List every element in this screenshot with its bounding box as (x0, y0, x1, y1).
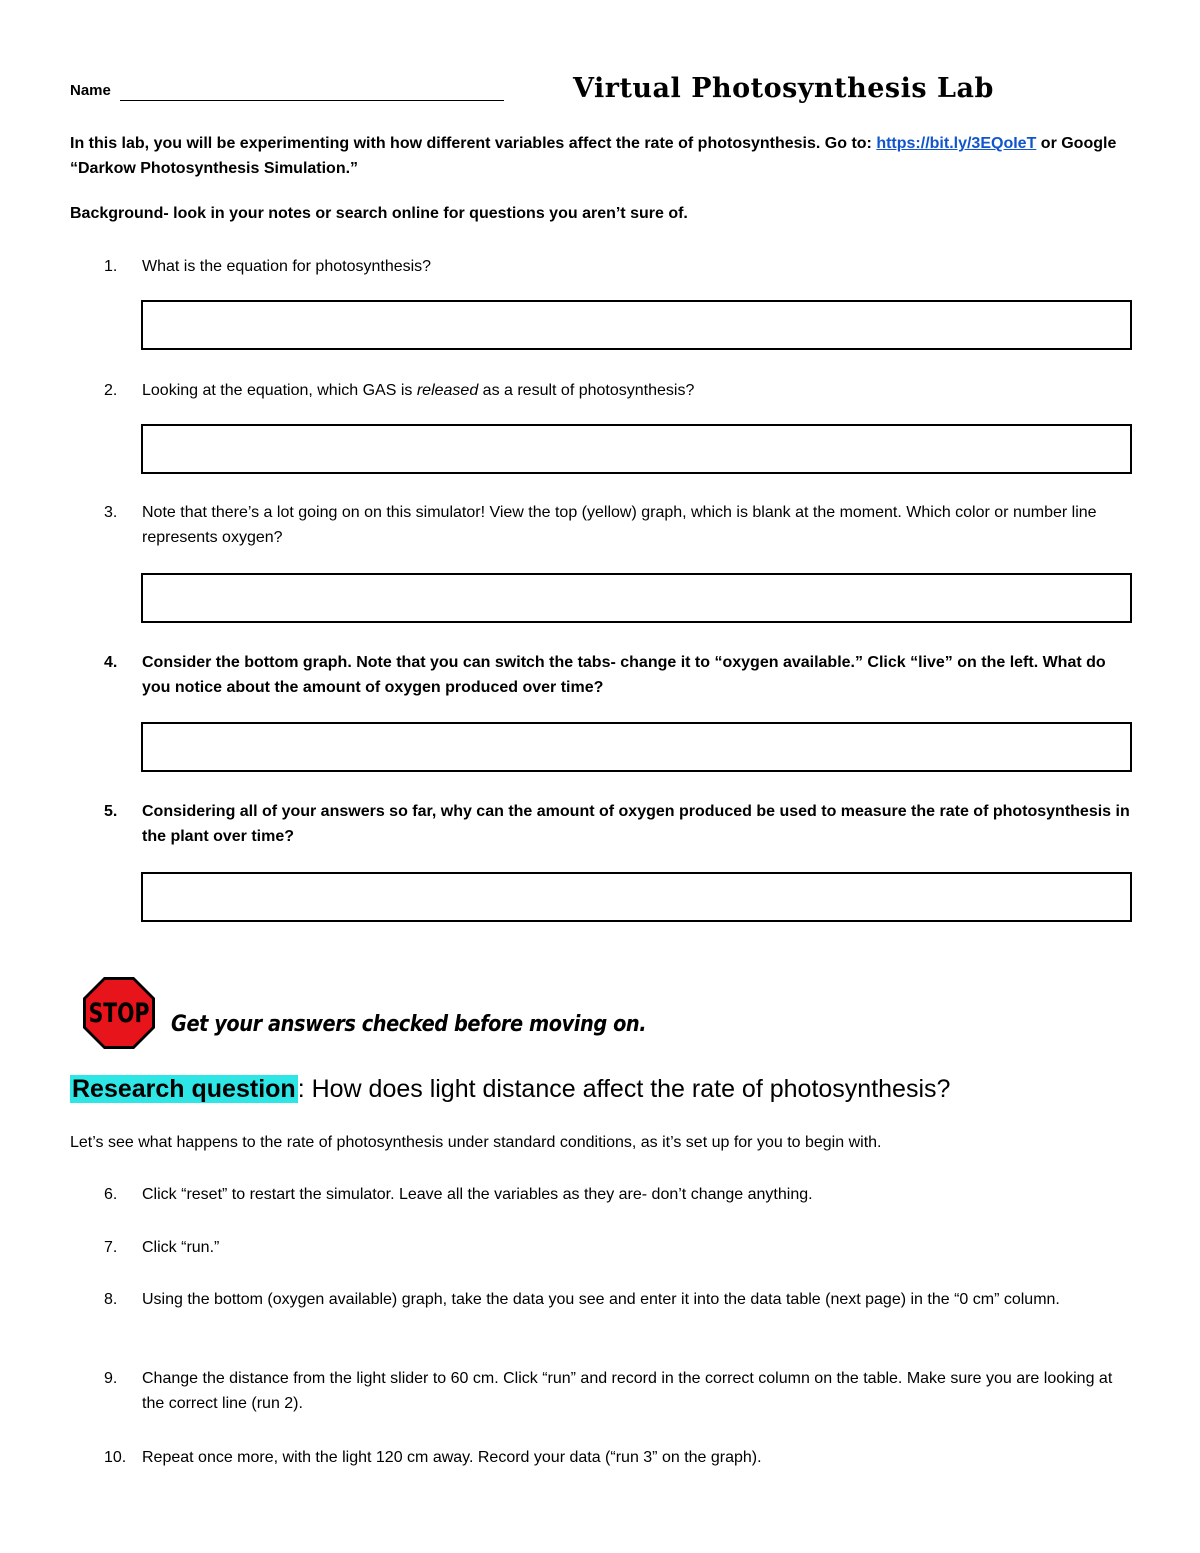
research-question-text: How does light distance affect the rate of photosynthesis? (304, 1075, 951, 1103)
question-text-part: as a result of photosynthesis? (478, 382, 695, 399)
question-text: Consider the bottom graph. Note that you can switch the tabs- change it to “oxygen available.” Click “live” on the left. What do you notice about the amount of oxygen produced over time? (142, 654, 1106, 696)
question-number: 2. (104, 382, 118, 399)
research-colon: : (297, 1075, 305, 1103)
question-number: 3. (104, 504, 118, 521)
background-heading: Background- look in your notes or search online for questions you aren’t sure of. (70, 205, 688, 222)
stop-sign-label: STOP (88, 997, 150, 1029)
step-text: Using the bottom (oxygen available) graph, take the data you see and enter it into the data table (next page) in the “0 cm” column. (142, 1291, 1060, 1308)
step-10 (104, 1445, 1134, 1470)
answer-box-5[interactable] (141, 872, 1132, 922)
simulation-link[interactable]: https://bit.ly/3EQoIeT (876, 135, 1037, 152)
question-5 (104, 799, 1134, 849)
step-number: 8. (104, 1291, 118, 1308)
research-question-label: Research question (72, 1075, 296, 1103)
answer-box-1[interactable] (141, 300, 1132, 350)
answer-box-2[interactable] (141, 424, 1132, 474)
question-4 (104, 650, 1134, 700)
step-number: 9. (104, 1370, 118, 1387)
step-number: 6. (104, 1186, 118, 1203)
question-text (142, 378, 1134, 403)
answer-box-4[interactable] (141, 722, 1132, 772)
research-question (70, 1072, 950, 1106)
intro-paragraph (70, 131, 1140, 181)
step-number: 7. (104, 1239, 118, 1256)
step-text: Repeat once more, with the light 120 cm away. Record your data (“run 3” on the graph). (142, 1449, 762, 1466)
question-1 (104, 254, 1134, 279)
question-text: Considering all of your answers so far, why can the amount of oxygen produced be used to measure the rate of photosynthesis in the plant over time? (142, 803, 1130, 845)
step-8 (104, 1287, 1134, 1312)
stop-sign-icon (82, 976, 156, 1050)
lets-see-paragraph: Let’s see what happens to the rate of photosynthesis under standard conditions, as it’s set up for you to begin with. (70, 1134, 882, 1151)
check-answers-message: Get your answers checked before moving on. (171, 1012, 647, 1037)
question-number: 5. (104, 803, 118, 820)
question-number: 4. (104, 654, 118, 671)
step-text: Click “run.” (142, 1239, 220, 1256)
question-text: What is the equation for photosynthesis? (142, 258, 432, 275)
question-text-part: Looking at the equation, which GAS is (142, 382, 417, 399)
step-text: Change the distance from the light slider to 60 cm. Click “run” and record in the correct column on the table. Make sure you are looking at the correct line (run 2). (142, 1370, 1113, 1412)
question-emphasis: released (416, 382, 479, 399)
question-3 (104, 500, 1134, 550)
step-9 (104, 1366, 1134, 1416)
step-number: 10. (104, 1449, 127, 1466)
answer-box-3[interactable] (141, 573, 1132, 623)
name-label: Name (70, 82, 111, 99)
step-6 (104, 1182, 1134, 1207)
step-text: Click “reset” to restart the simulator. Leave all the variables as they are- don’t change anything. (142, 1186, 813, 1203)
intro-text-after-link: or Google “Darkow Photosynthesis Simulation.” (70, 135, 1117, 177)
question-2 (104, 378, 1134, 403)
intro-text-before-link: In this lab, you will be experimenting with how different variables affect the rate of photosynthesis. Go to: (70, 135, 877, 152)
step-7 (104, 1235, 1134, 1260)
question-number: 1. (104, 258, 118, 275)
page-title: Virtual Photosynthesis Lab (573, 73, 994, 104)
name-field-line[interactable] (120, 100, 504, 101)
question-text: Note that there’s a lot going on on this simulator! View the top (yellow) graph, which is blank at the moment. Which color or number line represents oxygen? (142, 504, 1097, 546)
